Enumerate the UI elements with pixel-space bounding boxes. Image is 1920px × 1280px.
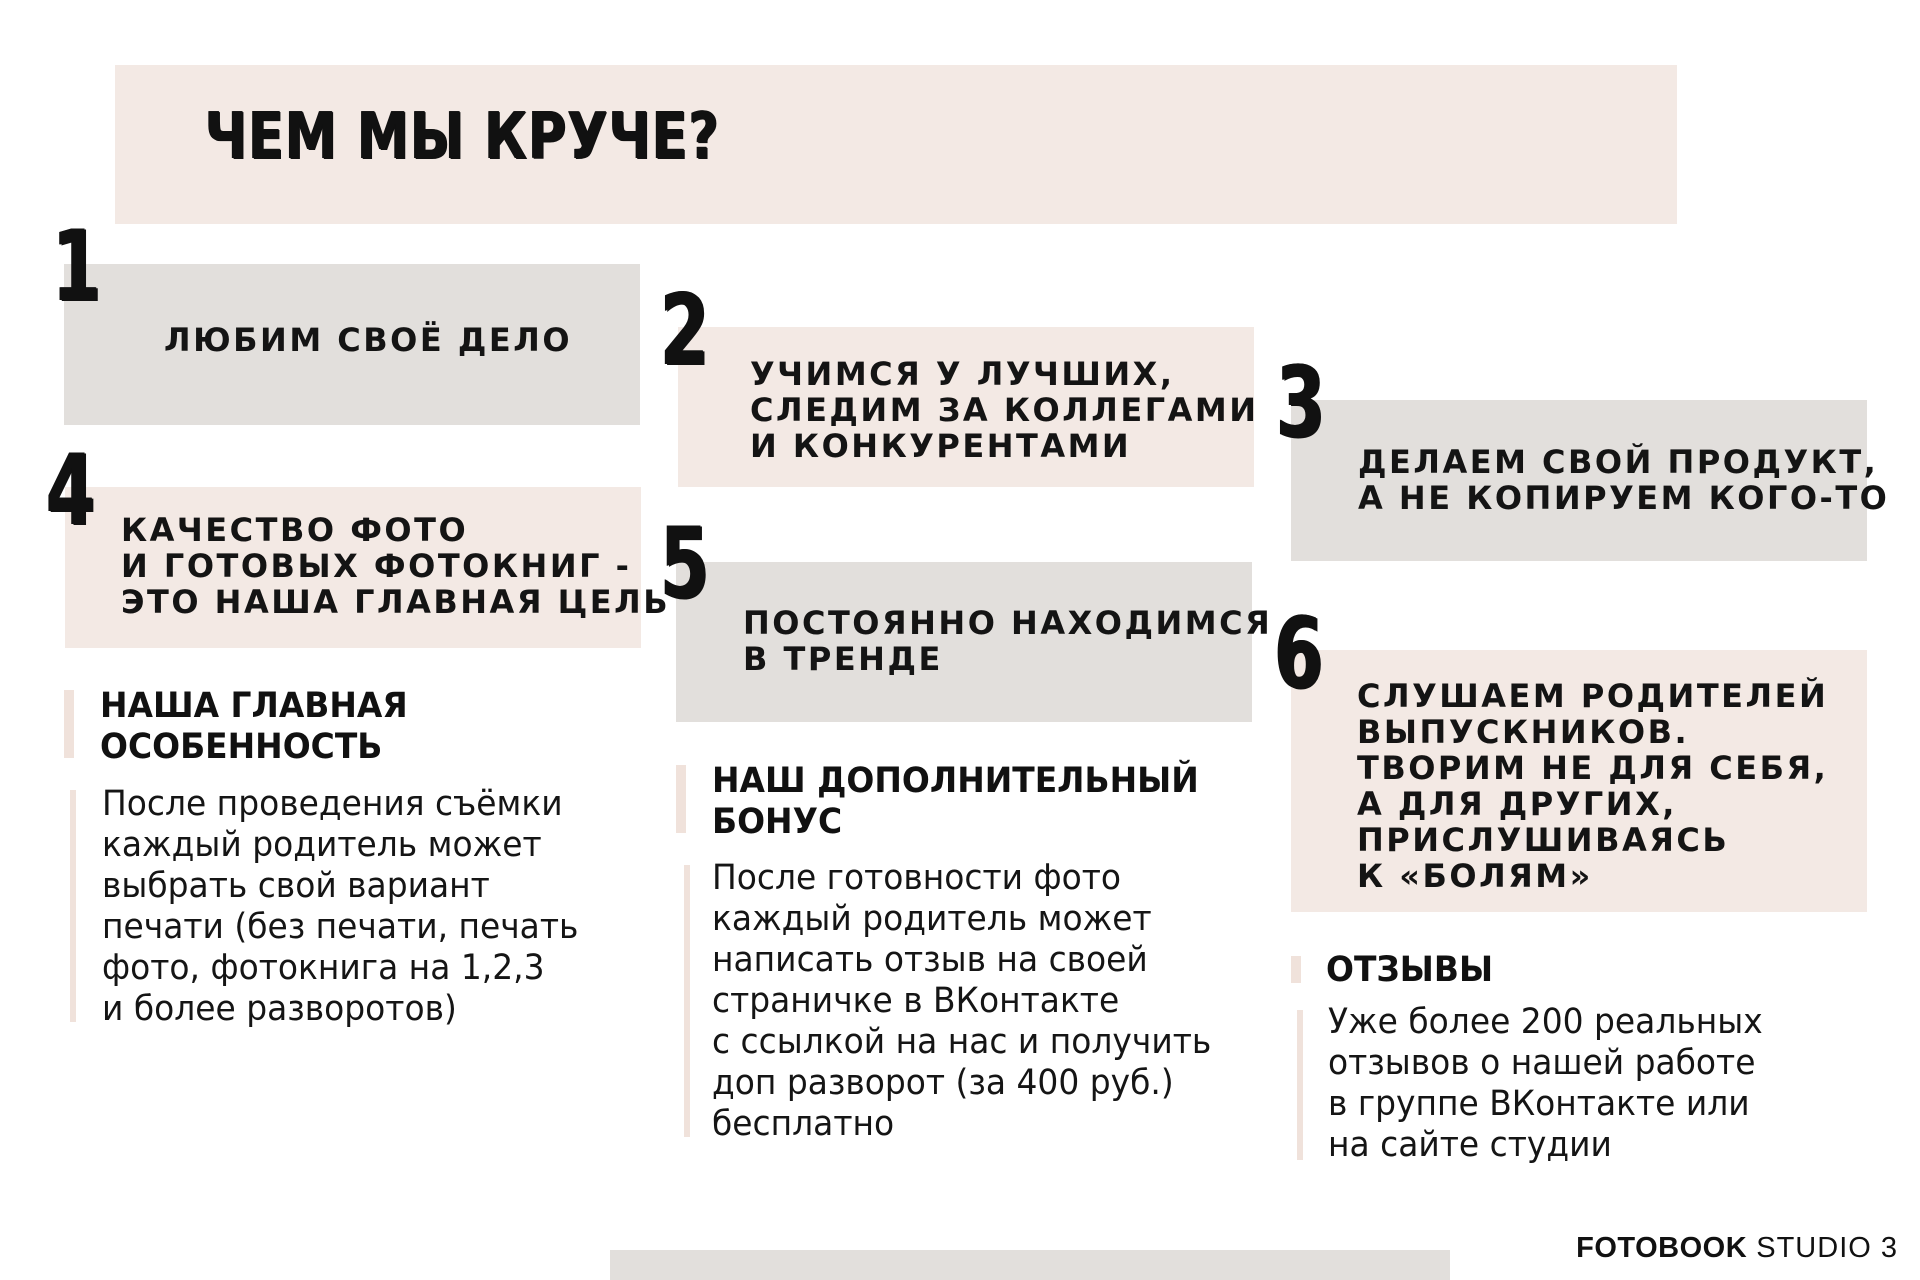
card-1-number: 1 [52,210,102,324]
section-3-heading-accent [1291,956,1301,983]
card-1-text: ЛЮБИМ СВОЁ ДЕЛО [164,321,573,359]
card-2-number: 2 [660,274,710,388]
card-3-number: 3 [1276,346,1326,460]
section-3-heading: ОТЗЫВЫ [1326,950,1494,990]
section-1-heading-accent [64,690,74,758]
brand-name: FOTOBOOK [1576,1232,1748,1264]
card-6-number: 6 [1274,597,1324,711]
brand-logo [1576,1232,1898,1265]
section-1-body-accent [70,790,76,1022]
section-1-body: После проведения съёмки каждый родитель может выбрать свой вариант печати (без печати, печать фото, фотокнига на 1,2,3 и более разворотов) [102,784,579,1029]
card-6-text: СЛУШАЕМ РОДИТЕЛЕЙ ВЫПУСКНИКОВ. ТВОРИМ НЕ ДЛЯ СЕБЯ, А ДЛЯ ДРУГИХ, ПРИСЛУШИВАЯСЬ К «БОЛЯМ» [1357,677,1829,895]
section-1-heading: НАША ГЛАВНАЯ ОСОБЕННОСТЬ [100,686,408,767]
section-2-heading-accent [676,765,686,833]
card-2-text: УЧИМСЯ У ЛУЧШИХ, СЛЕДИМ ЗА КОЛЛЕГАМИ И КОНКУРЕНТАМИ [750,355,1259,465]
card-4-text: КАЧЕСТВО ФОТО И ГОТОВЫХ ФОТОКНИГ - ЭТО НАША ГЛАВНАЯ ЦЕЛЬ [121,511,671,621]
section-3-body: Уже более 200 реальных отзывов о нашей работе в группе ВКонтакте или на сайте студии [1328,1002,1763,1165]
section-2-heading: НАШ ДОПОЛНИТЕЛЬНЫЙ БОНУС [712,761,1199,842]
card-5-text: ПОСТОЯННО НАХОДИМСЯ В ТРЕНДЕ [743,604,1273,678]
card-4-number: 4 [46,434,96,548]
section-3-body-accent [1297,1010,1303,1160]
card-5-number: 5 [660,507,710,621]
card-3-text: ДЕЛАЕМ СВОЙ ПРОДУКТ, А НЕ КОПИРУЕМ КОГО-ТО [1358,443,1890,517]
section-2-body: После готовности фото каждый родитель может написать отзыв на своей страничке в ВКонтакте с ссылкой на нас и получить доп разворот (за 400 руб.) бесплатно [712,858,1212,1144]
page-title: ЧЕМ МЫ КРУЧЕ? [205,100,720,174]
brand-suffix: STUDIO 3 [1756,1232,1898,1264]
bottom-bar [610,1250,1450,1280]
section-2-body-accent [684,865,690,1137]
